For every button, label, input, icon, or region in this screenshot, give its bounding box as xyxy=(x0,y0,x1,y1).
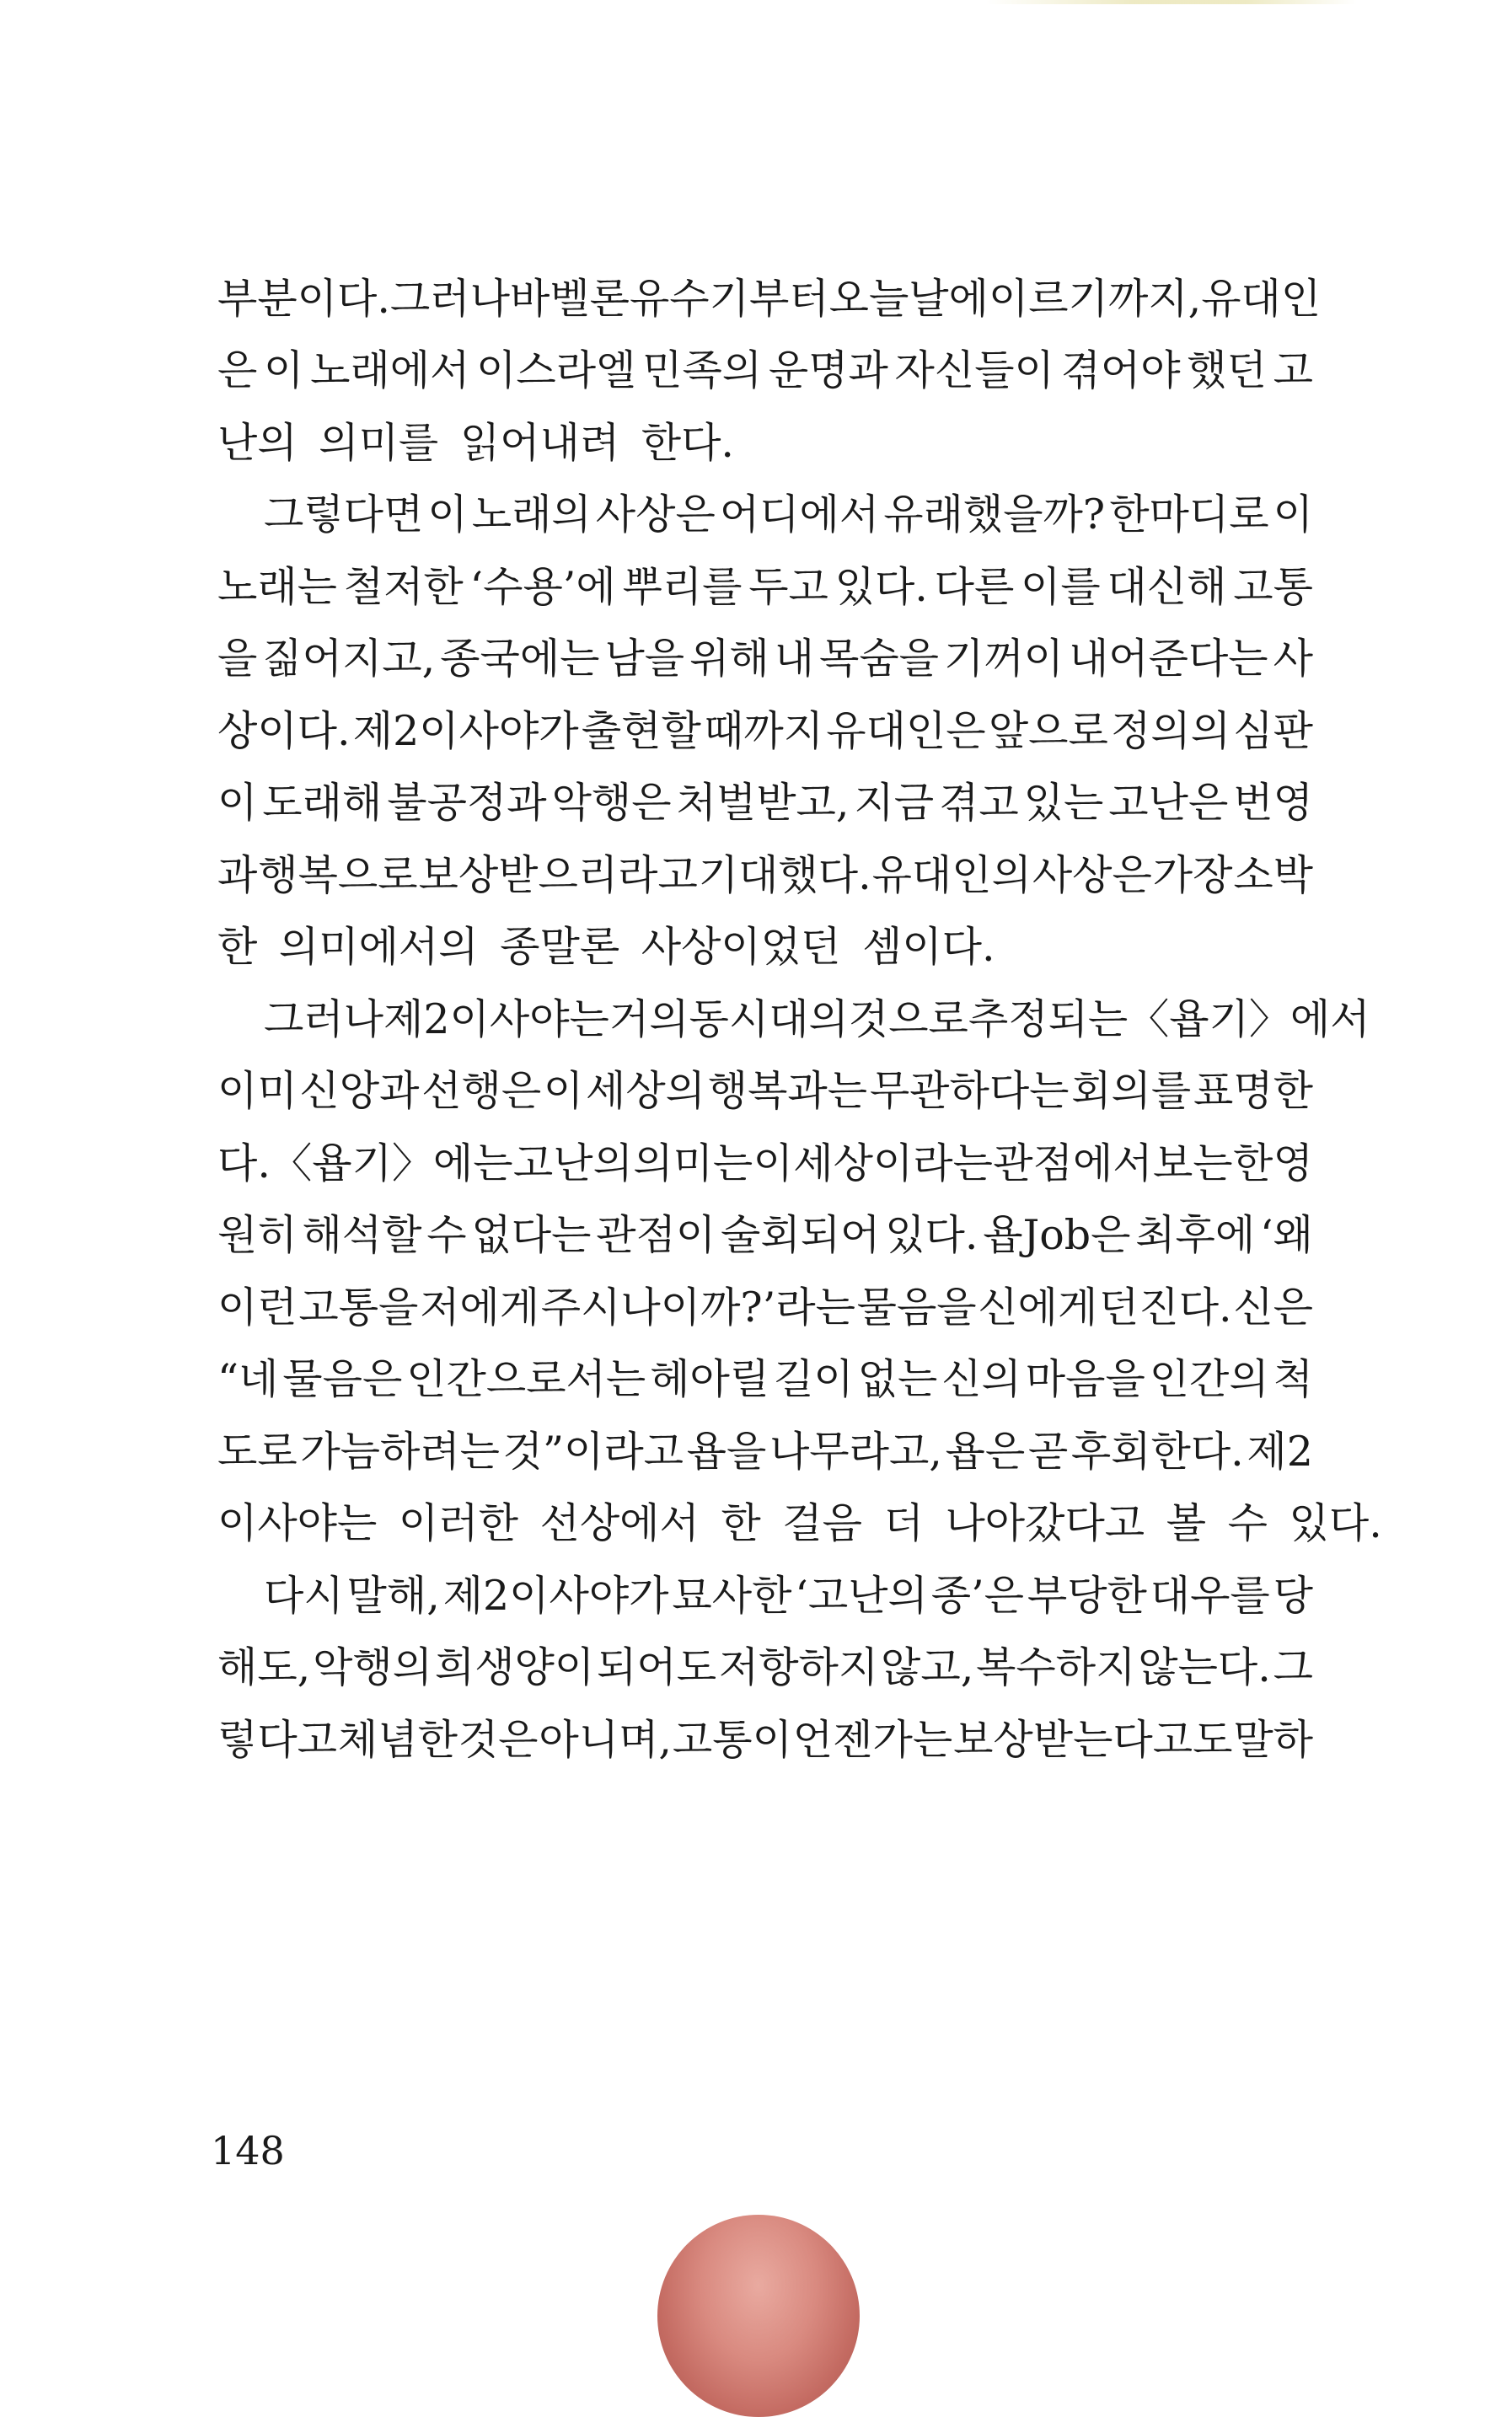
page-number: 148 xyxy=(211,2128,285,2173)
top-edge-mark xyxy=(986,0,1357,4)
text-line: 이사야는 이러한 선상에서 한 걸음 더 나아갔다고 볼 수 있다. xyxy=(217,1499,1382,1548)
text-line: 과 행복으로 보상받으리라고 기대했다. 유대인의 사상은 가장 소박 xyxy=(217,850,1313,899)
text-line: 한 의미에서의 종말론 사상이었던 셈이다. xyxy=(217,923,995,972)
text-line: 은 이 노래에서 이스라엘 민족의 운명과 자신들이 겪어야 했던 고 xyxy=(217,346,1313,395)
text-line: 다시 말해, 제2이사야가 묘사한 ‘고난의 종’은 부당한 대우를 당 xyxy=(264,1571,1313,1620)
text-line: 이 도래해 불공정과 악행은 처벌받고, 지금 겪고 있는 고난은 번영 xyxy=(217,779,1313,828)
text-line: 을 짊어지고, 종국에는 남을 위해 내 목숨을 기꺼이 내어준다는 사 xyxy=(217,635,1313,683)
text-line: 원히 해석할 수 없다는 관점이 술회되어 있다. 욥Job은 최후에 ‘왜 xyxy=(217,1211,1313,1260)
text-line: 난의 의미를 읽어내려 한다. xyxy=(217,418,734,467)
text-line: 부분이다. 그러나 바벨론 유수기부터 오늘날에 이르기까지, 유대인 xyxy=(217,274,1322,323)
text-line: 해도, 악행의 희생양이 되어도 저항하지 않고, 복수하지 않는다. 그 xyxy=(217,1643,1313,1692)
text-line: 그러나 제2이사야는 거의 동시대의 것으로 추정되는 〈욥기〉에서 xyxy=(264,994,1370,1043)
thumb-image xyxy=(657,2215,860,2417)
text-line: 이런 고통을 저에게 주시나이까?’라는 물음을 신에게 던진다. 신은 xyxy=(217,1283,1313,1332)
text-line: “네 물음은 인간으로서는 헤아릴 길이 없는 신의 마음을 인간의 척 xyxy=(217,1355,1313,1404)
body-text xyxy=(217,260,1382,1773)
text-line: 이미 신앙과 선행은 이 세상의 행복과는 무관하다는 회의를 표명한 xyxy=(217,1067,1313,1116)
text-line: 도로 가늠하려는 것”이라고 욥을 나무라고, 욥은 곧 후회한다. 제2 xyxy=(217,1427,1313,1476)
text-line: 노래는 철저한 ‘수용’에 뿌리를 두고 있다. 다른 이를 대신해 고통 xyxy=(217,562,1313,611)
text-line: 렇다고 체념한 것은 아니며, 고통이 언젠가는 보상받는다고도 말하 xyxy=(217,1715,1313,1764)
text-line: 다. 〈욥기〉에는 고난의 의미는 이 세상이라는 관점에서 보는 한 영 xyxy=(217,1139,1313,1187)
text-line: 상이다. 제2이사야가 출현할 때까지 유대인은 앞으로 정의의 심판 xyxy=(217,706,1313,755)
text-line: 그렇다면 이 노래의 사상은 어디에서 유래했을까? 한마디로 이 xyxy=(264,490,1313,539)
